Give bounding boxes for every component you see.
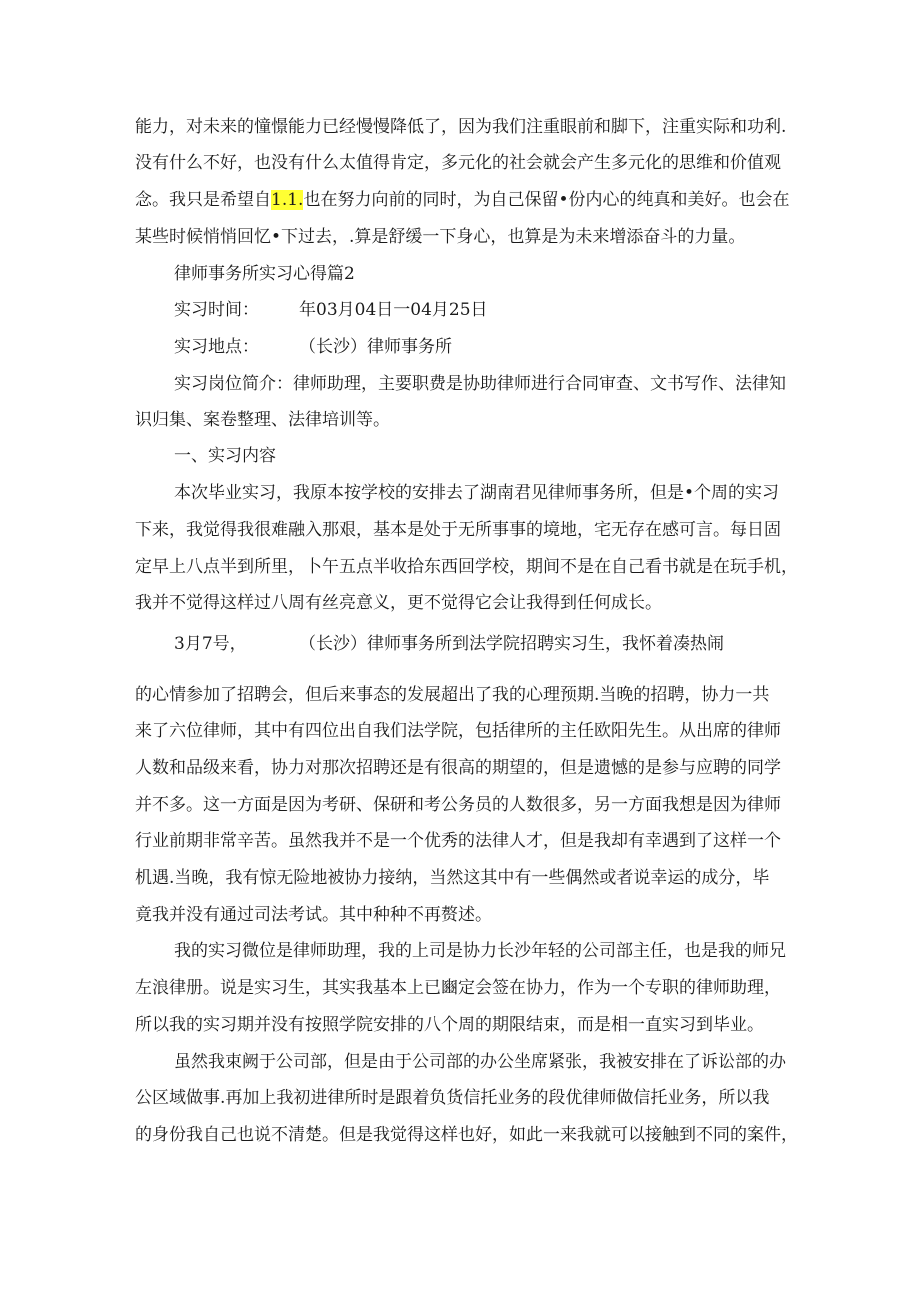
paragraph-line: 的身份我自己也说不清楚。但是我觉得这样也好，如此一来我就可以接触到不同的案件，	[135, 1125, 798, 1145]
internship-time-value: 年03月04日一04月25日	[299, 300, 488, 320]
internship-time-label: 实习时间：	[174, 300, 259, 320]
position-description-line: 识归集、案卷整理、法律培训等。	[135, 410, 390, 430]
paragraph-line: 人数和品级来看，协力对那次招聘还是有很高的期望的，但是遗憾的是参与应聘的同学	[135, 758, 781, 778]
paragraph-line: 公区域做事.再加上我初进律所时是跟着负货信托业务的段优律师做信托业务，所以我	[135, 1088, 770, 1108]
paragraph-line: 虽然我束阙于公司部，但是由于公司部的办公坐席紧张，我被安排在了诉讼部的办	[174, 1052, 786, 1072]
paragraph-line: 所以我的实习期并没有按照学院安排的八个周的期限结束，而是相一直实习到毕业。	[135, 1015, 764, 1035]
paragraph-line: 竟我并没有通过司法考试。其中种种不再赘述。	[135, 905, 492, 925]
text-run: 念。我只是希望自	[135, 190, 271, 210]
paragraph-line: 并不多。这一方面是因为考研、保研和考公务员的人数很多，另一方面我想是因为律师	[135, 795, 781, 815]
paragraph-line: 的心情参加了招聘会，但后来事态的发展超出了我的心理预期.当晚的招聘，协力一共	[135, 685, 770, 705]
paragraph-line: 能力，对未来的憧憬能力已经慢慢降低了，因为我们注重眼前和脚下，注重实际和功利.	[135, 117, 787, 137]
heading: 一、实习内容	[174, 446, 276, 466]
paragraph-line: 本次毕业实习，我原本按学校的安排去了湖南君见律师事务所，但是•个周的实习	[174, 483, 780, 503]
internship-place-label: 实习地点：	[174, 337, 259, 357]
paragraph-line	[135, 190, 789, 210]
paragraph-line: 机遇.当晚，我有惊无险地被协力接纳，当然这其中有一些偶然或者说幸运的成分，毕	[135, 868, 770, 888]
paragraph-line: 行业前期非常辛苦。虽然我并不是一个优秀的法律人才，但是我却有幸遇到了这样一个	[135, 831, 781, 851]
date-text: 3月7号，	[174, 634, 247, 654]
internship-place-value: （长沙）律师事务所	[299, 337, 452, 357]
paragraph-line: 某些时候悄悄回忆•下过去，.算是舒缓一下身心，也算是为未来增添奋斗的力量。	[135, 227, 746, 247]
section-title: 律师事务所实习心得篇2	[174, 264, 355, 284]
text-run: 也在努力向前的同时，为自己保留•份内心的纯真和美好。也会在	[303, 190, 790, 210]
paragraph-line: 下来，我觉得我很难融入那艰，基本是处于无所事事的境地，宅无存在感可言。每日固	[135, 520, 781, 540]
paragraph-line: 左浪律册。说是实习生，其实我基本上已豳定会签在协力，作为一个专职的律师助理，	[135, 978, 781, 998]
paragraph-line: （长沙）律师事务所到法学院招聘实习生，我怀着凑热闹	[299, 634, 724, 654]
paragraph-line: 我并不觉得这样过八周有丝亮意义，更不觉得它会让我得到任何成长。	[135, 593, 662, 613]
paragraph-line: 我的实习微位是律师助理，我的上司是协力长沙年轻的公司部主任，也是我的师兄	[174, 941, 786, 961]
position-description-line: 实习岗位简介：律师助理，主要职费是协助律师进行合同审查、文书写作、法律知	[174, 374, 786, 394]
paragraph-line: 定早上八点半到所里，卜午五点半收拾东西回学校，期间不是在自己看书就是在玩手机，	[135, 557, 798, 577]
paragraph-line: 来了六位律师，其中有四位出自我们法学院，包括律所的主任欧阳先生。从出席的律师	[135, 721, 781, 741]
paragraph-line: 没有什么不好，也没有什么太值得肯定，多元化的社会就会产生多元化的思维和价值观	[135, 153, 781, 173]
highlighted-text: 1.1.	[271, 190, 304, 210]
